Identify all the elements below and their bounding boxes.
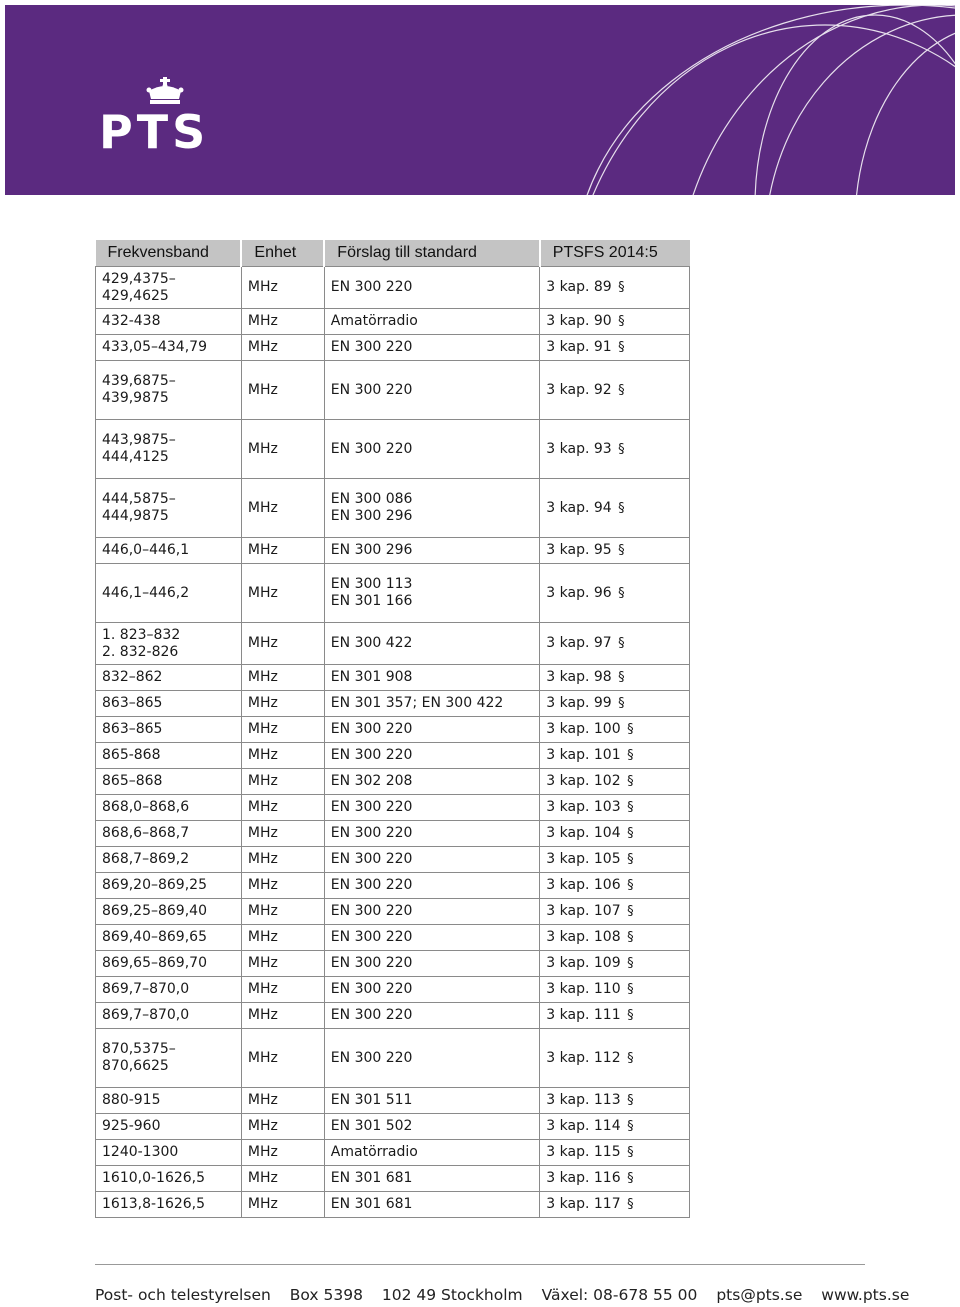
section-symbol: § bbox=[627, 774, 634, 789]
cell-standard-line: EN 300 422 bbox=[330, 635, 413, 651]
cell-band-line: 869,7–870,0 bbox=[102, 981, 190, 997]
table-row bbox=[96, 873, 690, 899]
ref-text: 3 kap. 90 bbox=[546, 313, 612, 329]
ref-text: 3 kap. 97 bbox=[546, 635, 612, 651]
cell-ref bbox=[540, 479, 690, 538]
cell-unit: MHz bbox=[241, 1140, 324, 1166]
section-symbol: § bbox=[618, 636, 625, 651]
ref-text: 3 kap. 104 bbox=[546, 825, 621, 841]
table-row bbox=[96, 564, 690, 623]
cell-band-line: 868,7–869,2 bbox=[102, 851, 190, 867]
cell-band-line: 444,5875– bbox=[102, 491, 176, 507]
cell-standard-line: EN 301 681 bbox=[330, 1196, 413, 1212]
table-row bbox=[96, 1088, 690, 1114]
ref-text: 3 kap. 89 bbox=[546, 279, 612, 295]
table-row bbox=[96, 899, 690, 925]
section-symbol: § bbox=[627, 826, 634, 841]
ref-text: 3 kap. 96 bbox=[546, 584, 612, 601]
cell-standard-line: EN 300 220 bbox=[330, 955, 413, 971]
cell-standard-line: EN 300 220 bbox=[330, 799, 413, 815]
table-row bbox=[96, 925, 690, 951]
cell-band bbox=[96, 1114, 242, 1140]
cell-standard-line: EN 300 220 bbox=[330, 1049, 413, 1066]
cell-ref bbox=[540, 821, 690, 847]
cell-band bbox=[96, 267, 242, 309]
cell-band bbox=[96, 309, 242, 335]
cell-band bbox=[96, 821, 242, 847]
cell-band-line: 446,0–446,1 bbox=[102, 542, 190, 558]
cell-unit: MHz bbox=[241, 873, 324, 899]
cell-unit: MHz bbox=[241, 267, 324, 309]
cell-band bbox=[96, 665, 242, 691]
cell-standard bbox=[324, 795, 540, 821]
cell-band-line: 429,4375– bbox=[102, 270, 176, 287]
cell-unit: MHz bbox=[241, 623, 324, 665]
section-symbol: § bbox=[618, 670, 625, 685]
cell-standard bbox=[324, 538, 540, 564]
cell-unit: MHz bbox=[241, 899, 324, 925]
ref-text: 3 kap. 117 bbox=[546, 1196, 621, 1212]
section-symbol: § bbox=[627, 1093, 634, 1108]
cell-ref bbox=[540, 538, 690, 564]
cell-standard-line: EN 300 113 bbox=[330, 576, 413, 592]
cell-band bbox=[96, 1029, 242, 1088]
cell-unit: MHz bbox=[241, 420, 324, 479]
cell-ref bbox=[540, 977, 690, 1003]
cell-band bbox=[96, 925, 242, 951]
cell-standard-line: EN 301 511 bbox=[330, 1092, 413, 1108]
cell-ref bbox=[540, 665, 690, 691]
cell-ref bbox=[540, 623, 690, 665]
cell-band-line: 439,6875– bbox=[102, 373, 176, 389]
cell-standard bbox=[324, 1003, 540, 1029]
section-symbol: § bbox=[627, 878, 634, 893]
cell-standard bbox=[324, 479, 540, 538]
cell-standard-line: EN 300 220 bbox=[330, 825, 413, 841]
cell-band-line: 832–862 bbox=[102, 669, 163, 685]
cell-unit: MHz bbox=[241, 1114, 324, 1140]
table-row bbox=[96, 743, 690, 769]
section-symbol: § bbox=[618, 382, 625, 398]
cell-ref bbox=[540, 717, 690, 743]
cell-band bbox=[96, 847, 242, 873]
cell-band-line: 1. 823–832 bbox=[102, 626, 181, 643]
cell-standard-line: EN 300 220 bbox=[330, 851, 413, 867]
cell-band bbox=[96, 899, 242, 925]
cell-standard bbox=[324, 873, 540, 899]
table-row bbox=[96, 769, 690, 795]
header-enhet: Enhet bbox=[241, 240, 324, 267]
cell-ref bbox=[540, 1192, 690, 1218]
cell-band-line: 1240-1300 bbox=[102, 1144, 179, 1160]
cell-standard-line: EN 300 220 bbox=[330, 747, 413, 763]
cell-unit: MHz bbox=[241, 335, 324, 361]
table-row bbox=[96, 847, 690, 873]
cell-unit: MHz bbox=[241, 538, 324, 564]
footer-org: Post- och telestyrelsen bbox=[95, 1286, 271, 1304]
cell-ref bbox=[540, 309, 690, 335]
cell-standard bbox=[324, 335, 540, 361]
cell-standard-line: EN 301 166 bbox=[330, 593, 413, 609]
cell-band bbox=[96, 1088, 242, 1114]
cell-unit: MHz bbox=[241, 1088, 324, 1114]
cell-ref bbox=[540, 1003, 690, 1029]
cell-ref bbox=[540, 795, 690, 821]
section-symbol: § bbox=[627, 1050, 634, 1066]
section-symbol: § bbox=[627, 800, 634, 815]
ref-text: 3 kap. 103 bbox=[546, 799, 621, 815]
cell-standard bbox=[324, 1029, 540, 1088]
logo-text: PTS bbox=[99, 105, 210, 159]
cell-band-line: 432-438 bbox=[102, 313, 161, 329]
table-row bbox=[96, 665, 690, 691]
cell-standard bbox=[324, 309, 540, 335]
cell-unit: MHz bbox=[241, 821, 324, 847]
cell-ref bbox=[540, 564, 690, 623]
cell-band-line: 443,9875– bbox=[102, 432, 176, 448]
table-row bbox=[96, 361, 690, 420]
cell-band-line: 444,9875 bbox=[102, 508, 169, 524]
cell-unit: MHz bbox=[241, 1029, 324, 1088]
header-ptsfs: PTSFS 2014:5 bbox=[540, 240, 690, 267]
table-row bbox=[96, 335, 690, 361]
cell-band bbox=[96, 691, 242, 717]
footer-city: 102 49 Stockholm bbox=[381, 1286, 523, 1304]
ref-text: 3 kap. 95 bbox=[546, 542, 612, 558]
ref-text: 3 kap. 107 bbox=[546, 903, 621, 919]
cell-band bbox=[96, 717, 242, 743]
cell-ref bbox=[540, 1029, 690, 1088]
cell-standard bbox=[324, 420, 540, 479]
cell-band-line: 869,20–869,25 bbox=[102, 877, 207, 893]
cell-band bbox=[96, 335, 242, 361]
cell-unit: MHz bbox=[241, 925, 324, 951]
section-symbol: § bbox=[618, 696, 625, 711]
table-row bbox=[96, 1003, 690, 1029]
cell-standard-line: EN 300 220 bbox=[330, 929, 413, 945]
cell-band bbox=[96, 623, 242, 665]
cell-band-line: 869,65–869,70 bbox=[102, 955, 207, 971]
cell-band bbox=[96, 564, 242, 623]
cell-unit: MHz bbox=[241, 564, 324, 623]
cell-band-line: 925-960 bbox=[102, 1118, 161, 1134]
cell-band-line: 863–865 bbox=[102, 695, 163, 711]
cell-band-line: 865–868 bbox=[102, 773, 163, 789]
table-row bbox=[96, 1166, 690, 1192]
ref-text: 3 kap. 99 bbox=[546, 695, 612, 711]
cell-standard bbox=[324, 743, 540, 769]
cell-unit: MHz bbox=[241, 691, 324, 717]
footer-phone: Växel: 08-678 55 00 bbox=[541, 1286, 698, 1304]
cell-unit: MHz bbox=[241, 847, 324, 873]
cell-ref bbox=[540, 899, 690, 925]
cell-band bbox=[96, 1192, 242, 1218]
table-row bbox=[96, 479, 690, 538]
cell-unit: MHz bbox=[241, 977, 324, 1003]
cell-band-line: 1613,8-1626,5 bbox=[102, 1196, 206, 1212]
cell-band bbox=[96, 1140, 242, 1166]
cell-band bbox=[96, 361, 242, 420]
section-symbol: § bbox=[627, 1119, 634, 1134]
crown-icon bbox=[145, 77, 185, 107]
cell-ref bbox=[540, 361, 690, 420]
cell-standard bbox=[324, 1114, 540, 1140]
cell-standard bbox=[324, 769, 540, 795]
cell-standard-line: EN 300 220 bbox=[330, 1007, 413, 1023]
cell-band-line: 869,40–869,65 bbox=[102, 929, 207, 945]
table-row bbox=[96, 623, 690, 665]
section-symbol: § bbox=[627, 956, 634, 971]
cell-band bbox=[96, 1003, 242, 1029]
frequency-table bbox=[95, 240, 690, 1218]
cell-ref bbox=[540, 769, 690, 795]
cell-standard bbox=[324, 623, 540, 665]
cell-standard bbox=[324, 1192, 540, 1218]
cell-standard bbox=[324, 847, 540, 873]
ref-text: 3 kap. 111 bbox=[546, 1007, 621, 1023]
ref-text: 3 kap. 114 bbox=[546, 1118, 621, 1134]
cell-standard-line: EN 301 908 bbox=[330, 669, 413, 685]
footer-divider bbox=[95, 1264, 865, 1265]
ref-text: 3 kap. 105 bbox=[546, 851, 621, 867]
cell-ref bbox=[540, 1114, 690, 1140]
table-row bbox=[96, 1140, 690, 1166]
cell-standard-line: Amatörradio bbox=[330, 313, 418, 329]
cell-band bbox=[96, 951, 242, 977]
cell-standard bbox=[324, 267, 540, 309]
section-symbol: § bbox=[618, 314, 625, 329]
cell-standard-line: EN 300 220 bbox=[330, 721, 413, 737]
cell-band bbox=[96, 1166, 242, 1192]
cell-band-line: 865-868 bbox=[102, 747, 161, 763]
header-frekvensband: Frekvensband bbox=[96, 240, 242, 267]
section-symbol: § bbox=[618, 543, 625, 558]
cell-standard bbox=[324, 821, 540, 847]
ref-text: 3 kap. 94 bbox=[546, 499, 612, 516]
cell-standard bbox=[324, 564, 540, 623]
table-row bbox=[96, 420, 690, 479]
cell-unit: MHz bbox=[241, 795, 324, 821]
section-symbol: § bbox=[618, 500, 625, 516]
cell-unit: MHz bbox=[241, 361, 324, 420]
table-row bbox=[96, 267, 690, 309]
table-body bbox=[96, 267, 690, 1218]
section-symbol: § bbox=[618, 585, 625, 601]
cell-ref bbox=[540, 743, 690, 769]
cell-standard bbox=[324, 899, 540, 925]
cell-standard bbox=[324, 925, 540, 951]
section-symbol: § bbox=[627, 904, 634, 919]
cell-band-line: 868,6–868,7 bbox=[102, 825, 190, 841]
section-symbol: § bbox=[618, 340, 625, 355]
cell-standard bbox=[324, 665, 540, 691]
cell-standard-line: EN 300 220 bbox=[330, 877, 413, 893]
table-row bbox=[96, 1114, 690, 1140]
cell-band bbox=[96, 420, 242, 479]
table-row bbox=[96, 691, 690, 717]
cell-band bbox=[96, 743, 242, 769]
cell-standard-line: EN 300 220 bbox=[330, 339, 413, 355]
table-header-row bbox=[96, 240, 690, 267]
cell-ref bbox=[540, 1140, 690, 1166]
footer-email[interactable]: pts@pts.se bbox=[716, 1286, 803, 1304]
table-row bbox=[96, 795, 690, 821]
cell-unit: MHz bbox=[241, 479, 324, 538]
cell-unit: MHz bbox=[241, 743, 324, 769]
footer bbox=[95, 1286, 910, 1304]
cell-ref bbox=[540, 925, 690, 951]
ref-text: 3 kap. 112 bbox=[546, 1049, 621, 1066]
cell-standard-line: EN 300 220 bbox=[330, 440, 413, 457]
ref-text: 3 kap. 113 bbox=[546, 1092, 621, 1108]
cell-ref bbox=[540, 420, 690, 479]
cell-band-line: 868,0–868,6 bbox=[102, 799, 190, 815]
ref-text: 3 kap. 91 bbox=[546, 339, 612, 355]
section-symbol: § bbox=[627, 1171, 634, 1186]
cell-band-line: 429,4625 bbox=[102, 287, 169, 304]
cell-band bbox=[96, 795, 242, 821]
section-symbol: § bbox=[627, 1145, 634, 1160]
cell-ref bbox=[540, 847, 690, 873]
cell-band-line: 870,5375– bbox=[102, 1041, 176, 1057]
cell-ref bbox=[540, 951, 690, 977]
ref-text: 3 kap. 101 bbox=[546, 747, 621, 763]
cell-band-line: 863–865 bbox=[102, 721, 163, 737]
cell-standard bbox=[324, 717, 540, 743]
section-symbol: § bbox=[627, 1197, 634, 1212]
cell-ref bbox=[540, 335, 690, 361]
cell-standard bbox=[324, 361, 540, 420]
cell-band bbox=[96, 479, 242, 538]
cell-band-line: 433,05–434,79 bbox=[102, 339, 207, 355]
table-row bbox=[96, 1029, 690, 1088]
cell-ref bbox=[540, 691, 690, 717]
cell-standard-line: EN 301 357; EN 300 422 bbox=[330, 695, 504, 711]
cell-band bbox=[96, 873, 242, 899]
cell-standard-line: EN 302 208 bbox=[330, 773, 413, 789]
cell-unit: MHz bbox=[241, 769, 324, 795]
table-row bbox=[96, 538, 690, 564]
cell-standard-line: EN 300 296 bbox=[330, 508, 413, 524]
cell-band-line: 1610,0-1626,5 bbox=[102, 1170, 206, 1186]
header-standard: Förslag till standard bbox=[324, 240, 540, 267]
cell-standard bbox=[324, 691, 540, 717]
cell-band bbox=[96, 977, 242, 1003]
cell-standard-line: EN 300 220 bbox=[330, 279, 413, 295]
ref-text: 3 kap. 110 bbox=[546, 981, 621, 997]
cell-band-line: 444,4125 bbox=[102, 449, 169, 465]
ref-text: 3 kap. 115 bbox=[546, 1144, 621, 1160]
cell-band-line: 446,1–446,2 bbox=[102, 584, 190, 601]
ref-text: 3 kap. 108 bbox=[546, 929, 621, 945]
section-symbol: § bbox=[618, 280, 625, 295]
cell-standard-line: EN 301 502 bbox=[330, 1118, 413, 1134]
cell-unit: MHz bbox=[241, 1192, 324, 1218]
cell-ref bbox=[540, 873, 690, 899]
table-row bbox=[96, 821, 690, 847]
table-row bbox=[96, 309, 690, 335]
cell-standard-line: EN 300 220 bbox=[330, 981, 413, 997]
ref-text: 3 kap. 92 bbox=[546, 381, 612, 398]
ref-text: 3 kap. 106 bbox=[546, 877, 621, 893]
cell-standard-line: Amatörradio bbox=[330, 1144, 418, 1160]
section-symbol: § bbox=[618, 441, 625, 457]
cell-unit: MHz bbox=[241, 1166, 324, 1192]
section-symbol: § bbox=[627, 748, 634, 763]
ref-text: 3 kap. 93 bbox=[546, 440, 612, 457]
cell-band-line: 880-915 bbox=[102, 1092, 161, 1108]
cell-standard bbox=[324, 951, 540, 977]
cell-band-line: 2. 832-826 bbox=[102, 643, 179, 660]
table-row bbox=[96, 1192, 690, 1218]
ref-text: 3 kap. 102 bbox=[546, 773, 621, 789]
footer-box: Box 5398 bbox=[289, 1286, 363, 1304]
cell-ref bbox=[540, 1166, 690, 1192]
ref-text: 3 kap. 98 bbox=[546, 669, 612, 685]
cell-standard-line: EN 301 681 bbox=[330, 1170, 413, 1186]
cell-standard-line: EN 300 220 bbox=[330, 903, 413, 919]
cell-unit: MHz bbox=[241, 1003, 324, 1029]
cell-band bbox=[96, 538, 242, 564]
table-row bbox=[96, 977, 690, 1003]
cell-standard-line: EN 300 086 bbox=[330, 491, 413, 507]
ref-text: 3 kap. 116 bbox=[546, 1170, 621, 1186]
cell-unit: MHz bbox=[241, 665, 324, 691]
section-symbol: § bbox=[627, 1008, 634, 1023]
ref-text: 3 kap. 100 bbox=[546, 721, 621, 737]
cell-unit: MHz bbox=[241, 951, 324, 977]
table-row bbox=[96, 717, 690, 743]
table-row bbox=[96, 951, 690, 977]
cell-standard-line: EN 300 220 bbox=[330, 381, 413, 398]
cell-ref bbox=[540, 1088, 690, 1114]
cell-band-line: 869,7–870,0 bbox=[102, 1007, 190, 1023]
cell-unit: MHz bbox=[241, 717, 324, 743]
cell-standard bbox=[324, 1140, 540, 1166]
cell-band bbox=[96, 769, 242, 795]
cell-standard bbox=[324, 1166, 540, 1192]
cell-ref bbox=[540, 267, 690, 309]
cell-standard bbox=[324, 977, 540, 1003]
section-symbol: § bbox=[627, 982, 634, 997]
section-symbol: § bbox=[627, 852, 634, 867]
cell-standard bbox=[324, 1088, 540, 1114]
cell-band-line: 869,25–869,40 bbox=[102, 903, 207, 919]
cell-band-line: 439,9875 bbox=[102, 390, 169, 406]
pts-logo bbox=[97, 77, 237, 157]
footer-web[interactable]: www.pts.se bbox=[821, 1286, 910, 1304]
cell-band-line: 870,6625 bbox=[102, 1058, 169, 1074]
header-banner bbox=[5, 5, 955, 195]
section-symbol: § bbox=[627, 722, 634, 737]
cell-unit: MHz bbox=[241, 309, 324, 335]
section-symbol: § bbox=[627, 930, 634, 945]
ref-text: 3 kap. 109 bbox=[546, 955, 621, 971]
cell-standard-line: EN 300 296 bbox=[330, 542, 413, 558]
